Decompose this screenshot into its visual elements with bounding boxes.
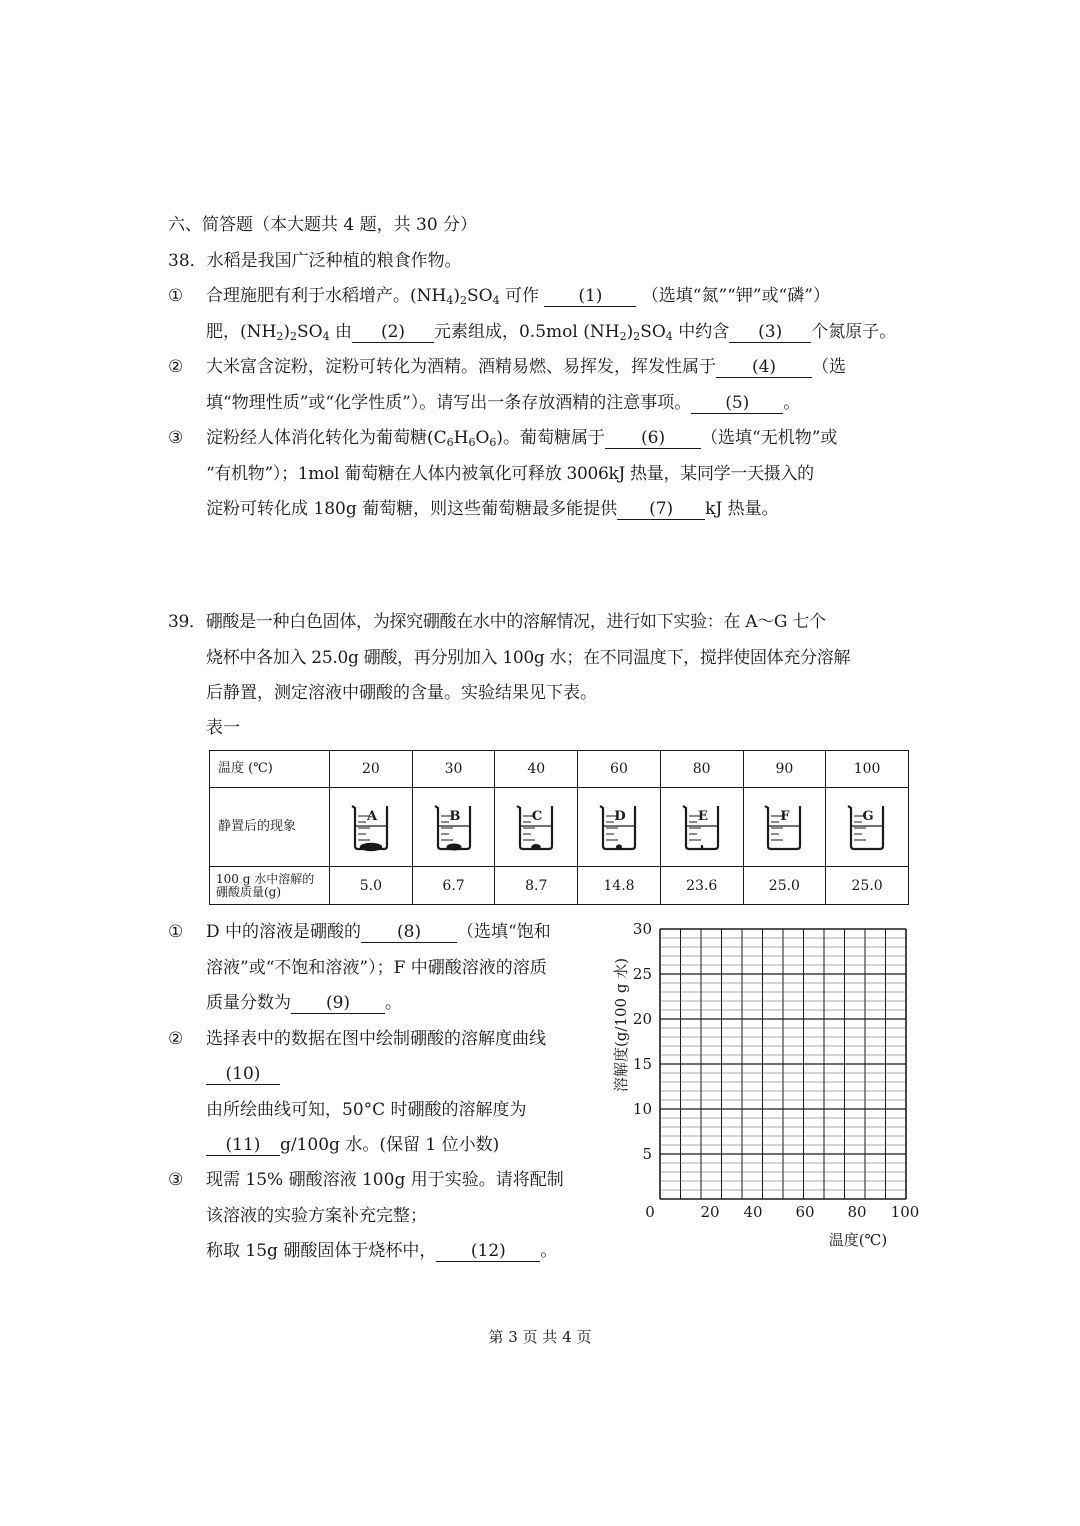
beaker-label: B	[449, 809, 461, 824]
y-tick-label: 10	[632, 1100, 652, 1118]
q39-stem-line1: 39．硼酸是一种白色固体，为探究硼酸在水中的溶解情况，进行如下实验：在 A～G 七个	[168, 612, 826, 632]
solid-deposit	[700, 845, 702, 849]
beaker-icon	[429, 802, 479, 852]
experiment-table	[209, 750, 909, 905]
x-tick-label: 40	[743, 1203, 763, 1221]
table-caption: 表一	[206, 718, 240, 738]
q39-part1-line2: 溶液”或“不饱和溶液”）；F 中硼酸溶液的溶质	[206, 958, 547, 978]
table-cell: 100	[826, 751, 909, 788]
beaker-label: C	[532, 809, 543, 824]
table-cell: 80	[660, 751, 743, 788]
q39-part3-line1: 现需 15% 硼酸溶液 100g 用于实验。请将配制	[206, 1170, 564, 1190]
table-cell: 8.7	[495, 867, 578, 905]
y-tick-label: 30	[632, 920, 652, 938]
q38-part3-line1: 淀粉经人体消化转化为葡萄糖$(C_6H_6O_6)$。葡萄糖属于 (6) （选填“无机物”或	[206, 428, 838, 449]
x-tick-label: 20	[700, 1203, 720, 1221]
table-row-header: 温度 (℃)	[210, 751, 330, 788]
table-cell: 40	[495, 751, 578, 788]
answer-blank-7[interactable]: (7)	[617, 499, 705, 520]
q39-part2-number: ②	[168, 1029, 184, 1049]
answer-blank-2[interactable]: (2)	[352, 322, 434, 343]
table-cell: 5.0	[330, 867, 413, 905]
table-cell: 60	[578, 751, 661, 788]
beaker-label: G	[862, 809, 874, 824]
x-tick-label: 0	[645, 1203, 655, 1221]
table-row-temperature	[210, 751, 909, 788]
table-cell: 30	[412, 751, 495, 788]
beaker-cell	[660, 788, 743, 867]
beaker-icon	[759, 802, 809, 852]
beaker-label: D	[614, 809, 626, 824]
y-tick-label: 25	[632, 965, 652, 983]
answer-blank-5[interactable]: (5)	[691, 393, 783, 414]
solid-deposit	[531, 844, 541, 850]
q38-part1-number: ①	[168, 286, 184, 306]
x-tick-labels	[645, 1203, 919, 1221]
table-row-header: 静置后的现象	[210, 788, 330, 867]
grid-lines	[660, 929, 906, 1199]
x-tick-label: 100	[890, 1203, 920, 1221]
y-tick-label: 5	[642, 1145, 652, 1163]
beaker-label: F	[780, 809, 790, 824]
y-tick-labels	[633, 920, 652, 1163]
beaker-icon	[594, 802, 644, 852]
table-cell: 23.6	[660, 867, 743, 905]
q38-part2-number: ②	[168, 357, 184, 377]
q38-part2-line1: 大米富含淀粉，淀粉可转化为酒精。酒精易燃、易挥发，挥发性属于 (4) （选	[206, 357, 846, 377]
q39-part3-line3: 称取 15g 硼酸固体于烧杯中， (12) 。	[206, 1241, 558, 1261]
q39-part3-line2: 该溶液的实验方案补充完整；	[206, 1206, 427, 1226]
y-tick-label: 20	[632, 1010, 652, 1028]
y-axis-label: 溶解度(g/100 g 水)	[612, 957, 630, 1093]
solid-deposit	[446, 844, 461, 851]
beaker-label: A	[366, 809, 377, 824]
table-cell: 25.0	[826, 867, 909, 905]
q39-part2-line3: 由所绘曲线可知，50°C 时硼酸的溶解度为	[206, 1100, 527, 1120]
q38-part3-line3: 淀粉可转化成 180g 葡萄糖，则这些葡萄糖最多能提供 (7) kJ 热量。	[206, 499, 779, 519]
x-tick-label: 60	[795, 1203, 815, 1221]
q39-stem-line3: 后静置，测定溶液中硼酸的含量。实验结果见下表。	[206, 683, 597, 703]
answer-blank-1[interactable]: (1)	[544, 286, 636, 307]
q39-part1-line1: D 中的溶液是硼酸的 (8) （选填“饱和	[206, 922, 551, 942]
x-tick-label: 80	[847, 1203, 867, 1221]
table-cell: 20	[330, 751, 413, 788]
section-title: 六、简答题（本大题共 4 题，共 30 分）	[168, 215, 478, 235]
y-tick-label: 15	[632, 1055, 652, 1073]
beaker-cell	[495, 788, 578, 867]
answer-blank-9[interactable]: (9)	[291, 993, 385, 1014]
answer-blank-6[interactable]: (6)	[605, 428, 701, 449]
q38-stem: 38．水稻是我国广泛种植的粮食作物。	[168, 251, 462, 271]
answer-blank-10[interactable]: (10)	[206, 1064, 280, 1085]
beaker-icon	[842, 802, 892, 852]
solubility-graph-grid[interactable]	[600, 915, 930, 1255]
q38-part1-line1: 合理施肥有利于水稻增产。$(NH_4)_2SO_4$ 可作 (1) （选填“氮”“钾”或“磷”）	[206, 286, 830, 307]
q38-part3-line2: “有机物”）；1mol 葡萄糖在人体内被氧化可释放 3006kJ 热量，某同学一天摄入的	[206, 464, 814, 484]
beaker-cell	[578, 788, 661, 867]
q38-part2-line2: 填“物理性质”或“化学性质”）。请写出一条存放酒精的注意事项。 (5) 。	[206, 393, 801, 413]
beaker-cell	[330, 788, 413, 867]
beaker-cell	[826, 788, 909, 867]
x-axis-label: 温度(℃)	[828, 1231, 888, 1249]
table-cell: 6.7	[412, 867, 495, 905]
answer-blank-11[interactable]: (11)	[206, 1135, 280, 1156]
q39-part2-line4: (11) g/100g 水。(保留 1 位小数)	[206, 1133, 499, 1157]
q39-part3-number: ③	[168, 1170, 184, 1190]
q39-part1-number: ①	[168, 922, 184, 942]
answer-blank-3[interactable]: (3)	[729, 322, 811, 343]
answer-blank-12[interactable]: (12)	[436, 1241, 540, 1262]
beaker-icon	[511, 802, 561, 852]
q39-part2-line2	[206, 1062, 280, 1086]
solid-deposit	[616, 844, 622, 849]
beaker-cell	[743, 788, 826, 867]
table-cell: 90	[743, 751, 826, 788]
q39-part2-line1: 选择表中的数据在图中绘制硼酸的溶解度曲线	[206, 1029, 546, 1049]
table-row-mass	[210, 867, 909, 905]
q38-part3-number: ③	[168, 428, 184, 448]
page-footer: 第 3 页 共 4 页	[488, 1328, 592, 1346]
beaker-icon	[346, 802, 396, 852]
answer-blank-8[interactable]: (8)	[361, 922, 457, 943]
q38-part1-line2: 肥，$(NH_2)_2SO_4$ 由 (2) 元素组成，0.5mol $(NH_2)_2SO_4$ 中约含 (3) 个氮原子。	[206, 322, 897, 343]
table-cell: 14.8	[578, 867, 661, 905]
beaker-cell	[412, 788, 495, 867]
beaker-label: E	[697, 809, 708, 824]
beaker-icon	[677, 802, 727, 852]
solid-deposit	[360, 843, 383, 852]
table-row-header: 100 g 水中溶解的 硼酸质量(g)	[210, 867, 330, 905]
table-row-phenomenon	[210, 788, 909, 867]
q39-stem-line2: 烧杯中各加入 25.0g 硼酸，再分别加入 100g 水；在不同温度下，搅拌使固体充分溶解	[206, 648, 851, 668]
table-cell: 25.0	[743, 867, 826, 905]
answer-blank-4[interactable]: (4)	[716, 357, 812, 378]
q39-part1-line3: 质量分数为 (9) 。	[206, 993, 402, 1013]
